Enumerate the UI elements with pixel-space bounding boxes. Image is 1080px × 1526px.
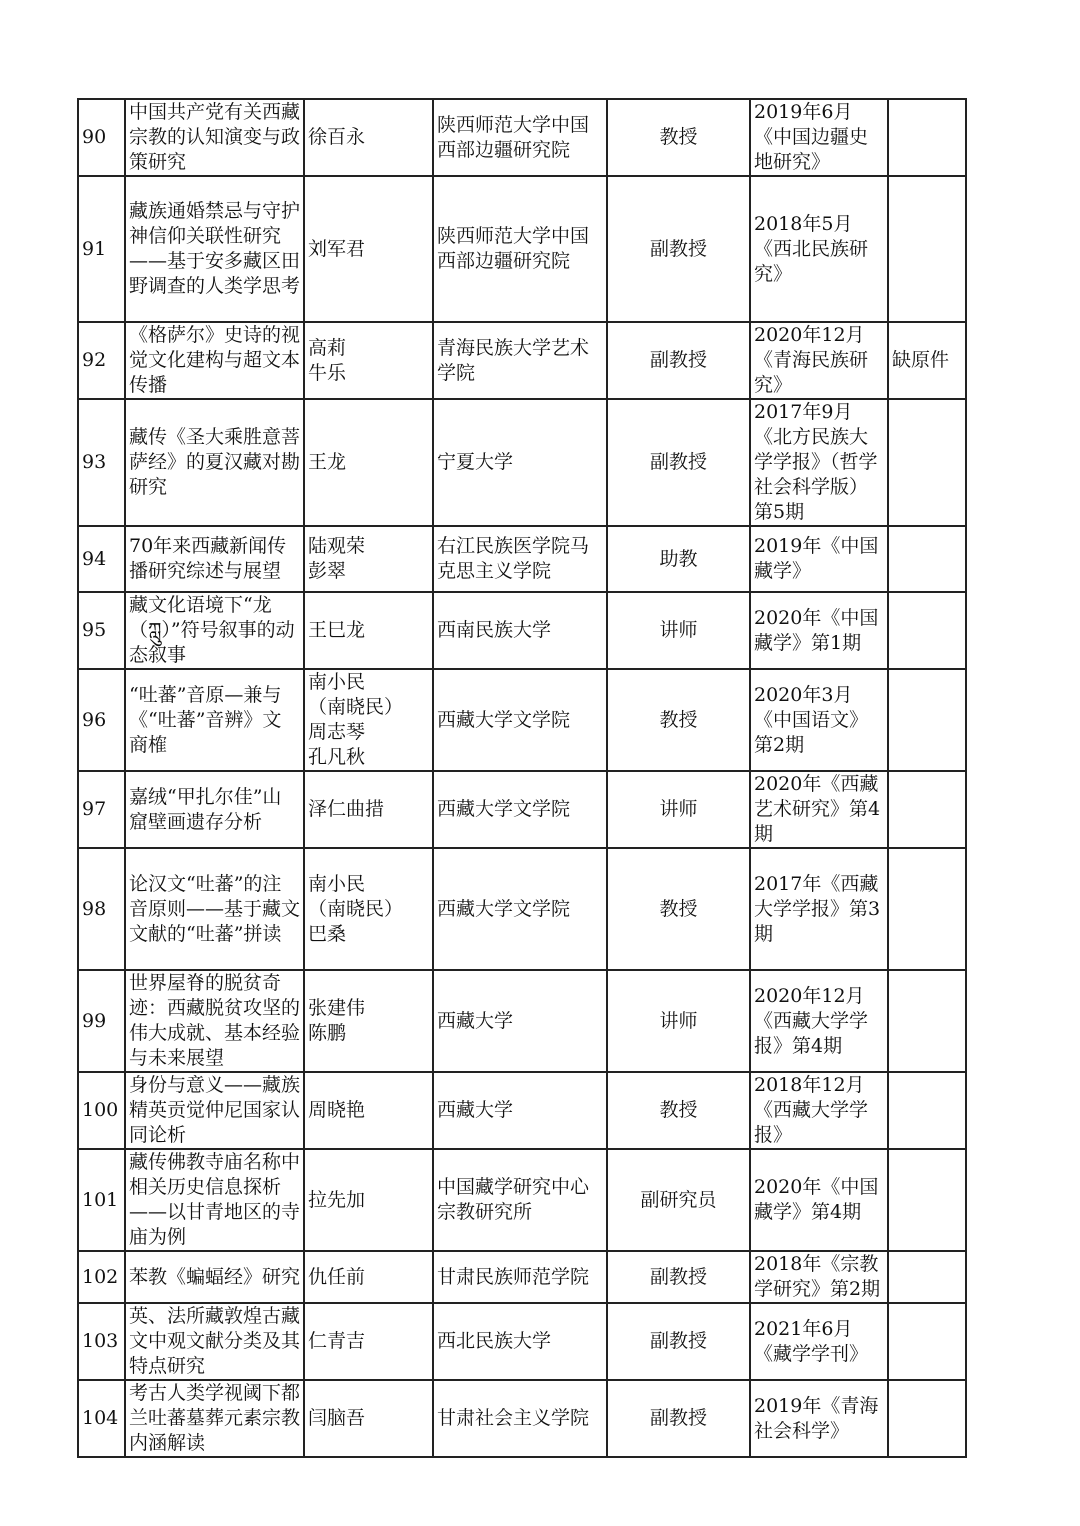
author-names: 高莉 牛乐 xyxy=(304,322,433,399)
row-number: 98 xyxy=(78,848,125,970)
author-names: 仇任前 xyxy=(304,1251,433,1303)
affiliation: 西藏大学 xyxy=(433,1072,607,1149)
paper-list-table xyxy=(77,98,967,1458)
table-row xyxy=(78,1149,966,1251)
paper-title: 苯教《蝙蝠经》研究 xyxy=(125,1251,304,1303)
author-names: 拉先加 xyxy=(304,1149,433,1251)
publication-info: 2018年12月《西藏大学学报》 xyxy=(750,1072,888,1149)
academic-rank: 教授 xyxy=(607,1072,750,1149)
author-names: 刘军君 xyxy=(304,176,433,322)
author-names: 南小民 （南晓民） 周志琴 孔凡秋 xyxy=(304,669,433,771)
table-row xyxy=(78,99,966,176)
affiliation: 西南民族大学 xyxy=(433,592,607,669)
table-row xyxy=(78,399,966,526)
academic-rank: 副教授 xyxy=(607,1251,750,1303)
publication-info: 2019年6月《中国边疆史地研究》 xyxy=(750,99,888,176)
table-row xyxy=(78,669,966,771)
paper-title: 论汉文“吐蕃”的注音原则——基于藏文文献的“吐蕃”拼读 xyxy=(125,848,304,970)
author-names: 仁青吉 xyxy=(304,1303,433,1380)
publication-info: 2017年《西藏大学学报》第3期 xyxy=(750,848,888,970)
affiliation: 陕西师范大学中国西部边疆研究院 xyxy=(433,99,607,176)
academic-rank: 讲师 xyxy=(607,970,750,1072)
remark xyxy=(888,592,966,669)
publication-info: 2018年5月《西北民族研究》 xyxy=(750,176,888,322)
row-number: 94 xyxy=(78,526,125,592)
author-names: 张建伟 陈鹏 xyxy=(304,970,433,1072)
remark xyxy=(888,970,966,1072)
affiliation: 西北民族大学 xyxy=(433,1303,607,1380)
remark xyxy=(888,399,966,526)
row-number: 91 xyxy=(78,176,125,322)
publication-info: 2020年12月《西藏大学学报》第4期 xyxy=(750,970,888,1072)
affiliation: 宁夏大学 xyxy=(433,399,607,526)
remark xyxy=(888,771,966,848)
academic-rank: 讲师 xyxy=(607,771,750,848)
affiliation: 陕西师范大学中国西部边疆研究院 xyxy=(433,176,607,322)
row-number: 104 xyxy=(78,1380,125,1457)
author-names: 南小民 （南晓民） 巴桑 xyxy=(304,848,433,970)
remark xyxy=(888,1072,966,1149)
paper-title: 嘉绒“甲扎尔佳”山窟壁画遗存分析 xyxy=(125,771,304,848)
table-row xyxy=(78,526,966,592)
academic-rank: 副教授 xyxy=(607,1380,750,1457)
row-number: 102 xyxy=(78,1251,125,1303)
affiliation: 青海民族大学艺术学院 xyxy=(433,322,607,399)
paper-title: 70年来西藏新闻传播研究综述与展望 xyxy=(125,526,304,592)
remark xyxy=(888,1380,966,1457)
remark: 缺原件 xyxy=(888,322,966,399)
row-number: 103 xyxy=(78,1303,125,1380)
publication-info: 2019年《中国藏学》 xyxy=(750,526,888,592)
paper-title: 身份与意义——藏族精英贡觉仲尼国家认同论析 xyxy=(125,1072,304,1149)
affiliation: 西藏大学文学院 xyxy=(433,848,607,970)
row-number: 90 xyxy=(78,99,125,176)
table-row xyxy=(78,848,966,970)
academic-rank: 副教授 xyxy=(607,399,750,526)
affiliation: 中国藏学研究中心宗教研究所 xyxy=(433,1149,607,1251)
table-body xyxy=(78,99,966,1457)
table-row xyxy=(78,592,966,669)
publication-info: 2017年9月《北方民族大学学报》（哲学社会科学版）第5期 xyxy=(750,399,888,526)
author-names: 王龙 xyxy=(304,399,433,526)
table-row xyxy=(78,771,966,848)
academic-rank: 教授 xyxy=(607,99,750,176)
publication-info: 2020年《中国藏学》第1期 xyxy=(750,592,888,669)
paper-title: 《格萨尔》史诗的视觉文化建构与超文本传播 xyxy=(125,322,304,399)
row-number: 100 xyxy=(78,1072,125,1149)
affiliation: 西藏大学 xyxy=(433,970,607,1072)
paper-title: 藏族通婚禁忌与守护神信仰关联性研究——基于安多藏区田野调查的人类学思考 xyxy=(125,176,304,322)
remark xyxy=(888,848,966,970)
table-row xyxy=(78,322,966,399)
remark xyxy=(888,1149,966,1251)
academic-rank: 教授 xyxy=(607,669,750,771)
affiliation: 甘肃民族师范学院 xyxy=(433,1251,607,1303)
affiliation: 西藏大学文学院 xyxy=(433,669,607,771)
row-number: 95 xyxy=(78,592,125,669)
remark xyxy=(888,1303,966,1380)
publication-info: 2020年《中国藏学》第4期 xyxy=(750,1149,888,1251)
publication-info: 2019年《青海社会科学》 xyxy=(750,1380,888,1457)
remark xyxy=(888,176,966,322)
table-row xyxy=(78,1251,966,1303)
academic-rank: 副教授 xyxy=(607,1303,750,1380)
academic-rank: 教授 xyxy=(607,848,750,970)
author-names: 王巳龙 xyxy=(304,592,433,669)
paper-title: 藏文化语境下“龙（ཀླུ）”符号叙事的动态叙事 xyxy=(125,592,304,669)
remark xyxy=(888,99,966,176)
row-number: 92 xyxy=(78,322,125,399)
academic-rank: 副教授 xyxy=(607,322,750,399)
remark xyxy=(888,669,966,771)
paper-title: 藏传佛教寺庙名称中相关历史信息探析——以甘青地区的寺庙为例 xyxy=(125,1149,304,1251)
row-number: 97 xyxy=(78,771,125,848)
academic-rank: 副研究员 xyxy=(607,1149,750,1251)
table-row xyxy=(78,1072,966,1149)
table-row xyxy=(78,1303,966,1380)
paper-title: 世界屋脊的脱贫奇迹：西藏脱贫攻坚的伟大成就、基本经验与未来展望 xyxy=(125,970,304,1072)
publication-info: 2020年《西藏艺术研究》第4期 xyxy=(750,771,888,848)
author-names: 泽仁曲措 xyxy=(304,771,433,848)
remark xyxy=(888,526,966,592)
table-row xyxy=(78,1380,966,1457)
paper-title: 中国共产党有关西藏宗教的认知演变与政策研究 xyxy=(125,99,304,176)
author-names: 徐百永 xyxy=(304,99,433,176)
publication-info: 2020年3月《中国语文》第2期 xyxy=(750,669,888,771)
row-number: 101 xyxy=(78,1149,125,1251)
table-row xyxy=(78,176,966,322)
academic-rank: 助教 xyxy=(607,526,750,592)
row-number: 99 xyxy=(78,970,125,1072)
author-names: 周晓艳 xyxy=(304,1072,433,1149)
table-row xyxy=(78,970,966,1072)
paper-title: 考古人类学视阈下都兰吐蕃墓葬元素宗教内涵解读 xyxy=(125,1380,304,1457)
affiliation: 西藏大学文学院 xyxy=(433,771,607,848)
academic-rank: 副教授 xyxy=(607,176,750,322)
publication-info: 2018年《宗教学研究》第2期 xyxy=(750,1251,888,1303)
academic-rank: 讲师 xyxy=(607,592,750,669)
publication-info: 2020年12月《青海民族研究》 xyxy=(750,322,888,399)
paper-title: “吐蕃”音原—兼与《“吐蕃”音辨》文商榷 xyxy=(125,669,304,771)
row-number: 93 xyxy=(78,399,125,526)
affiliation: 右江民族医学院马克思主义学院 xyxy=(433,526,607,592)
paper-title: 英、法所藏敦煌古藏文中观文献分类及其特点研究 xyxy=(125,1303,304,1380)
row-number: 96 xyxy=(78,669,125,771)
affiliation: 甘肃社会主义学院 xyxy=(433,1380,607,1457)
publication-info: 2021年6月《藏学学刊》 xyxy=(750,1303,888,1380)
remark xyxy=(888,1251,966,1303)
paper-title: 藏传《圣大乘胜意菩萨经》的夏汉藏对勘研究 xyxy=(125,399,304,526)
author-names: 陆观荣 彭翠 xyxy=(304,526,433,592)
author-names: 闫脑吾 xyxy=(304,1380,433,1457)
